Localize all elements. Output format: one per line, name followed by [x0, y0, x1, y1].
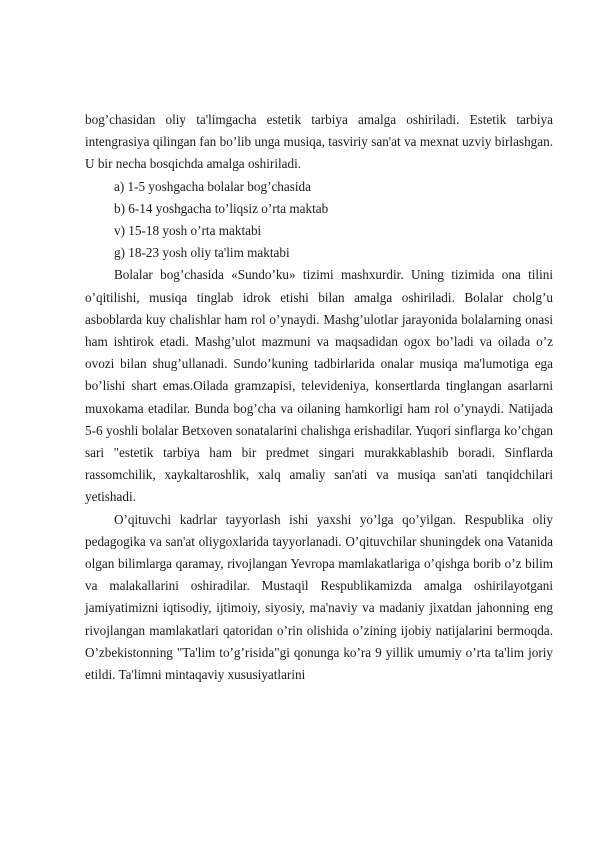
- stages-list: [85, 176, 553, 265]
- stage-item: a) 1-5 yoshgacha bolalar bog’chasida: [114, 178, 312, 194]
- document-page: [85, 109, 553, 686]
- intro-paragraph: bog’chasidan oliy ta'limgacha estetik tarbiya amalga oshiriladi. Estetik tarbiya intengrasiya qilingan fan bo’lib unga musiqa, tasviriy san'at va mexnat uzviy birlashgan. U bir necha bosqichda amalga oshiriladi.: [85, 112, 553, 172]
- sundoku-paragraph: Bolalar bog’chasida «Sundo’ku» tizimi mashxurdir. Uning tizimida ona tilini o’qitilishi, musiqa tinglab idrok etishi bilan amalga oshiriladi. Bolalar cholg’u asboblarda kuy chalishlar ham rol o’ynaydi. Mashg’ulotlar jarayonida bolalarning onasi ham ishtirok etadi. Mashg’ulot mazmuni va maqsadidan ogox bo’ladi va oilada o’z ovozi bilan shug’ullanadi. Sundo’kuning tadbirlarida onalar musiqa ma'lumotiga ega bo’lishi shart emas.Oilada gramzapisi, televideniya, konsertlarda tinglangan asarlarni muxokama etadilar. Bunda bog’cha va oilaning hamkorligi ham rol o’ynaydi. Natijada 5-6 yoshli bolalar Betxoven sonatalarini chalishga erishadilar. Yuqori sinflarga ko’chgan sari "estetik tarbiya ham bir predmet singari murakkablashib boradi. Sinflarda rassomchilik, xaykaltaroshlik, xalq amaliy san'ati va musiqa san'ati tanqidchilari yetishadi.: [85, 267, 553, 505]
- stage-item: g) 18-23 yosh oliy ta'lim maktabi: [114, 245, 290, 261]
- teachers-paragraph: O’qituvchi kadrlar tayyorlash ishi yaxshi yo’lga qo’yilgan. Respublika oliy pedagogika va san'at oliygoxlarida tayyorlanadi. O’qituvchilar shuningdek ona Vatanida olgan bilimlarga qaramay, rivojlangan Yevropa mamlakatlariga o’qishga borib o’z bilim va malakallarini oshiradilar. Mustaqil Respublikamizda amalga oshirilayotgani jamiyatimizni iqtisodiy, ijtimoiy, siyosiy, ma'naviy va madaniy jixatdan jahonning eng rivojlangan mamlakatlari qatoridan o’rin olishida o’zining ijobiy natijalarini bermoqda. O’zbekistonning "Ta'lim to’g’risida"gi qonunga ko’ra 9 yillik umumiy o’rta ta'lim joriy etildi. Ta'limni mintaqaviy xususiyatlarini: [85, 511, 553, 683]
- stage-item: b) 6-14 yoshgacha to’liqsiz o’rta maktab: [114, 200, 329, 216]
- stage-item: v) 15-18 yosh o’rta maktabi: [114, 223, 262, 239]
